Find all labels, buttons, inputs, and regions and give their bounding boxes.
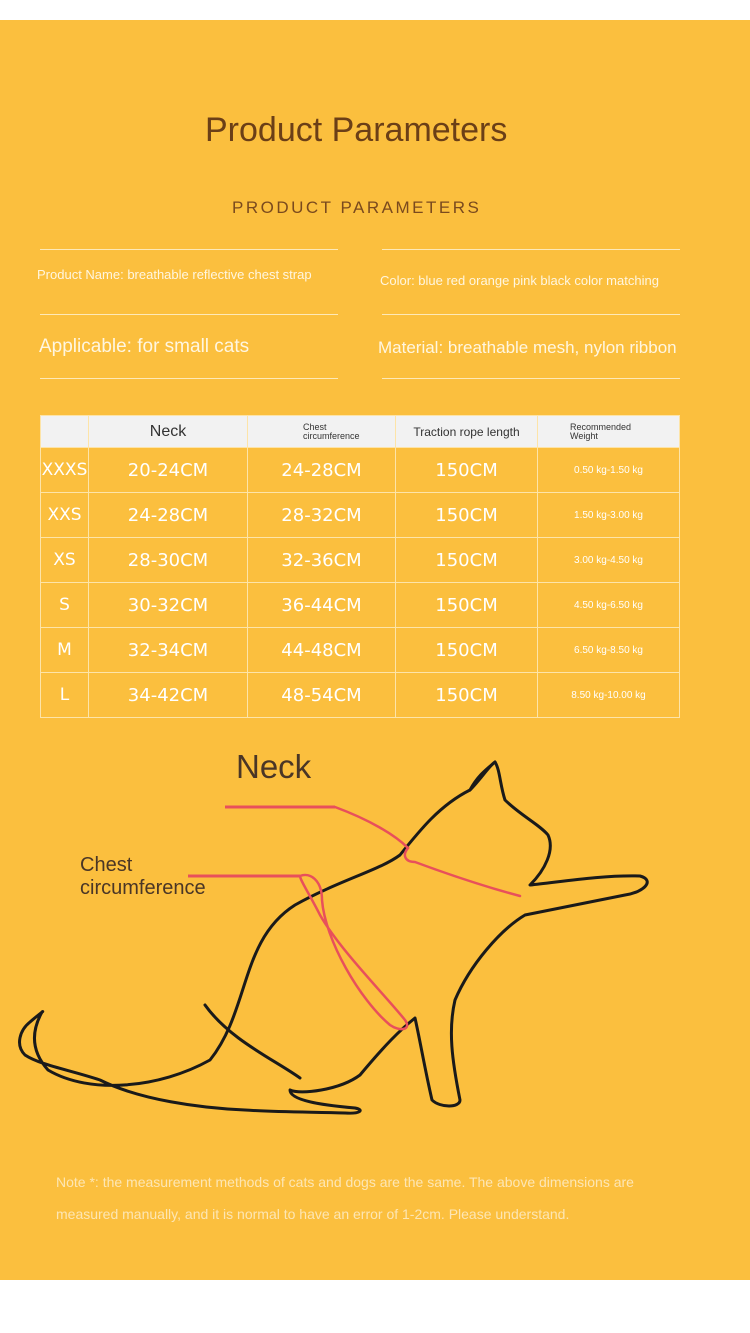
cell-rope: 150CM [396, 628, 538, 673]
cell-size: L [41, 673, 89, 718]
header-chest-label: Chest circumference [303, 421, 360, 441]
cell-weight: 6.50 kg-8.50 kg [538, 628, 680, 673]
table-row [41, 493, 680, 538]
cat-hind-leg-outline [205, 1005, 300, 1078]
cell-chest: 32-36CM [248, 538, 396, 583]
header-size [41, 416, 89, 448]
cell-size: XXXS [41, 448, 89, 493]
divider [40, 314, 338, 315]
cell-rope: 150CM [396, 583, 538, 628]
cell-chest: 36-44CM [248, 583, 396, 628]
neck-measure-line [335, 807, 520, 896]
cell-chest: 48-54CM [248, 673, 396, 718]
cell-weight: 1.50 kg-3.00 kg [538, 493, 680, 538]
table-row [41, 448, 680, 493]
spec-material: Material: breathable mesh, nylon ribbon [378, 338, 677, 357]
size-table-header [41, 416, 680, 448]
page-subtitle: PRODUCT PARAMETERS [232, 198, 482, 217]
cell-neck: 34-42CM [89, 673, 248, 718]
neck-label: Neck [236, 748, 312, 785]
header-rope: Traction rope length [396, 416, 538, 448]
cell-chest: 28-32CM [248, 493, 396, 538]
cell-rope: 150CM [396, 493, 538, 538]
cell-rope: 150CM [396, 538, 538, 583]
measurement-note: Note *: the measurement methods of cats and dogs are the same. The above dimensions are measured manually, and it is normal to have an error of 1-2cm. Please understand. [56, 1174, 634, 1222]
cell-chest: 24-28CM [248, 448, 396, 493]
spec-product-name: Product Name: breathable reflective chest strap [37, 267, 312, 282]
header-neck: Neck [89, 416, 248, 448]
header-chest [248, 416, 396, 448]
divider [382, 249, 680, 250]
cat-measurement-diagram [0, 740, 750, 1140]
cell-weight: 4.50 kg-6.50 kg [538, 583, 680, 628]
divider [40, 249, 338, 250]
cell-size: XXS [41, 493, 89, 538]
spec-color: Color: blue red orange pink black color matching [380, 273, 659, 288]
chest-measure-loop [300, 875, 407, 1029]
spec-applicable: Applicable: for small cats [39, 336, 250, 357]
table-row [41, 538, 680, 583]
table-row [41, 583, 680, 628]
cell-neck: 24-28CM [89, 493, 248, 538]
size-table [40, 415, 680, 718]
cell-neck: 30-32CM [89, 583, 248, 628]
cell-size: XS [41, 538, 89, 583]
cell-rope: 150CM [396, 673, 538, 718]
cell-size: M [41, 628, 89, 673]
header-weight [538, 416, 680, 448]
divider [40, 378, 338, 379]
cell-weight: 3.00 kg-4.50 kg [538, 538, 680, 583]
divider [382, 314, 680, 315]
cell-rope: 150CM [396, 448, 538, 493]
table-row [41, 673, 680, 718]
cell-chest: 44-48CM [248, 628, 396, 673]
cell-weight: 8.50 kg-10.00 kg [538, 673, 680, 718]
page-title: Product Parameters [205, 111, 508, 149]
divider [382, 378, 680, 379]
table-row [41, 628, 680, 673]
cell-neck: 28-30CM [89, 538, 248, 583]
cell-weight: 0.50 kg-1.50 kg [538, 448, 680, 493]
cell-neck: 32-34CM [89, 628, 248, 673]
chest-circumference-label: Chest circumference [80, 854, 206, 899]
cat-outline [20, 762, 648, 1113]
cell-neck: 20-24CM [89, 448, 248, 493]
header-weight-label: Recommended Weight [570, 421, 632, 441]
cell-size: S [41, 583, 89, 628]
